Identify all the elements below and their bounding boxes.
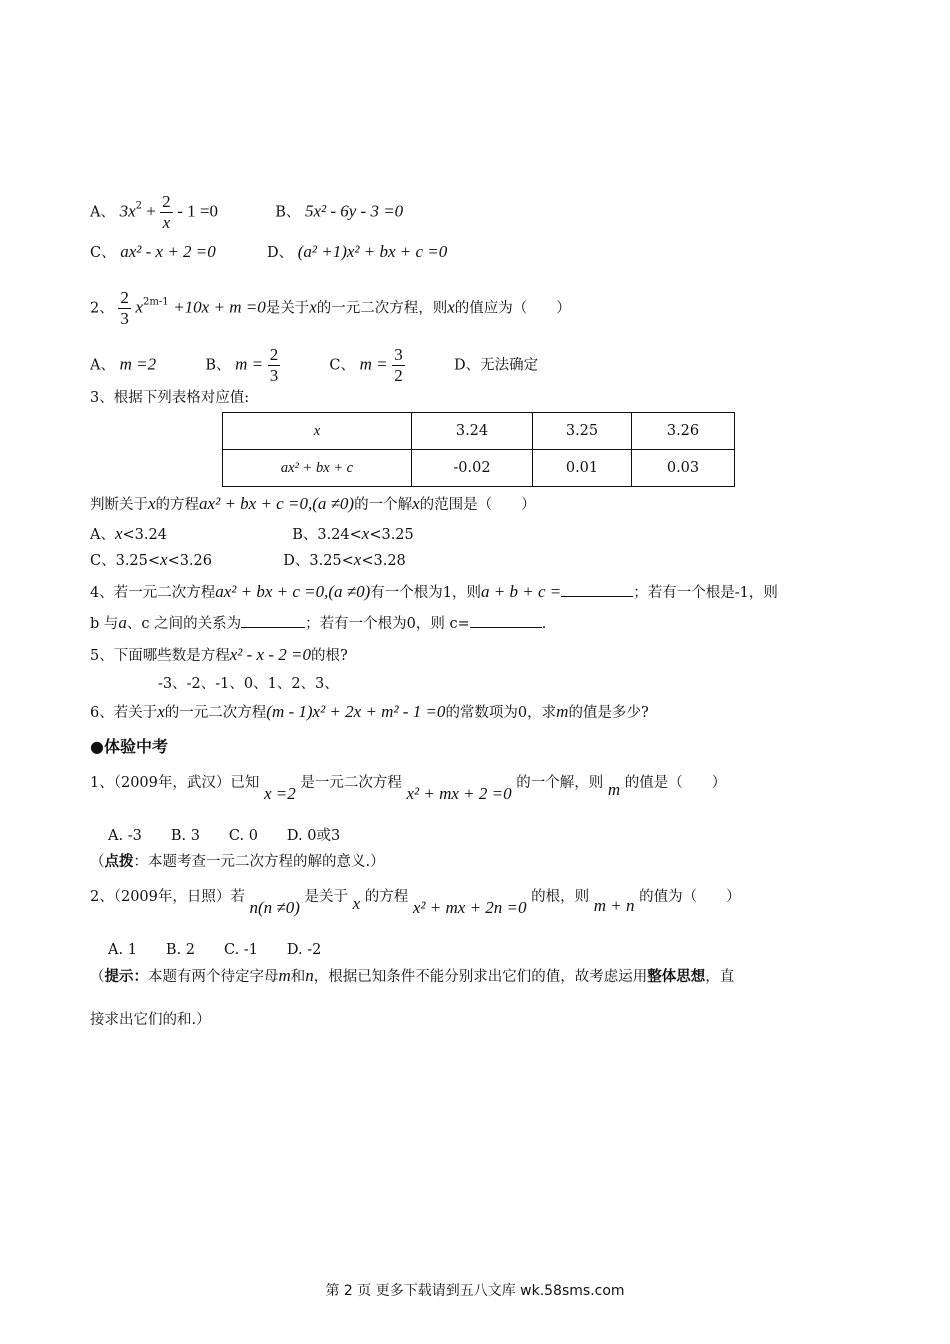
table-cell: -0.02 [412, 450, 533, 487]
page-footer: 第 2 页 更多下载请到五八文库 wk.58sms.com [325, 1283, 625, 1299]
q2-options [90, 345, 538, 386]
e2-hint-text2: 和 [290, 969, 306, 985]
table-cell: ax² + bx + c [223, 450, 412, 487]
q2-option-c-fraction: $\frac{3}{2}$ [394, 345, 403, 385]
q3-question [90, 494, 536, 515]
e2-mid2: 的方程 [364, 889, 409, 905]
q2-label: 2、 [90, 300, 114, 317]
q3-value-table [222, 412, 735, 487]
q3-option-d-tail: <3.28 [361, 553, 406, 569]
e2-mid3: 的根，则 [531, 889, 590, 905]
q4-blank-2 [241, 613, 305, 628]
q4-expr: ax² + bx + c =0,(a ≠0) [215, 582, 371, 601]
q3-question-pre: 判断关于 [90, 497, 148, 513]
q3-options-ab [90, 524, 414, 545]
q1-option-c-label: C、 [90, 245, 116, 261]
e1-hint [90, 852, 385, 872]
q3-question-var2: x [412, 494, 420, 513]
q1-options-ab: A、 $3x^2$ + $\frac{2}{x}$ - 1 =0 B、 5x² - 6y - 3 =0 [90, 192, 404, 232]
q3-option-d-var: x [353, 550, 362, 569]
q4-line2-mid2: ；若有一个根为0，则 c= [305, 616, 470, 632]
e1-hint-open: （ [90, 854, 105, 870]
section-heading: ●体验中考 [90, 737, 168, 756]
e2-hint-var1: m [278, 966, 291, 985]
q3-option-c-var: x [160, 550, 168, 569]
q5-question [90, 645, 348, 666]
q3-options-cd [90, 550, 406, 571]
q3-option-a-tail: <3.24 [122, 527, 167, 543]
q2-option-b-fraction: $\frac{2}{3}$ [269, 345, 279, 385]
q6-expr: (m - 1)x² + 2x + m² - 1 =0 [266, 702, 446, 721]
e1-pre: 1、（2009年，武汉）已知 [90, 775, 260, 791]
q1-options-cd [90, 242, 447, 263]
table-cell: 0.01 [533, 450, 632, 487]
q1-option-c-expr: ax² - x + 2 =0 [120, 242, 216, 261]
q6-var2: m [556, 702, 569, 721]
e1-question [90, 772, 727, 803]
q2-text3: 的值应为（ ） [454, 300, 571, 317]
q3-option-c: C、3.25< [90, 553, 161, 569]
q3-option-b-var: x [361, 524, 370, 543]
e1-options: A. -3 B. 3 C. 0 D. 0或3 [108, 828, 341, 844]
e2-hint-bold2: 整体思想 [647, 968, 706, 985]
q3-question-var: x [148, 494, 156, 513]
e1-hint-bold: 点拨 [104, 853, 134, 870]
table-row [223, 450, 735, 487]
e2-pre: 2、（2009年，日照）若 [90, 889, 245, 905]
e2-hint-line2: 接求出它们的和.） [90, 1012, 211, 1028]
q1-option-d-label: D、 [266, 245, 294, 261]
q2-var2: x [447, 297, 455, 317]
q2-option-d: D、无法确定 [453, 357, 539, 374]
table-cell: 3.26 [632, 413, 735, 450]
q4-expr2: a + b + c = [481, 582, 562, 601]
q3-option-b-tail: <3.25 [369, 527, 414, 543]
table-cell: x [223, 413, 412, 450]
e2-var: x [352, 894, 361, 913]
q5-post: 的根? [310, 648, 348, 664]
q2-question [90, 288, 571, 329]
q2-option-a-expr: m =2 [119, 354, 157, 374]
e1-mid2: 的一个解，则 [516, 775, 604, 791]
q6-question [90, 702, 649, 723]
table-cell: 3.25 [533, 413, 632, 450]
e2-expr3: m + n [593, 896, 635, 915]
e2-expr: n(n ≠0) [249, 898, 300, 917]
q5-numbers: -3、-2、-1、0、1、2、3、 [158, 676, 339, 692]
e2-hint-var2: n [305, 966, 314, 985]
q4-blank-1 [561, 582, 633, 597]
q1-option-a-expr1: 3x [119, 201, 136, 221]
e2-post: 的值为（ ） [639, 889, 741, 905]
q4-line2-mid: 、c 之间的关系为 [126, 616, 242, 632]
q2-fraction: $\frac{2}{3}$ [120, 288, 129, 328]
q2-var: x [309, 297, 317, 317]
q3-title: 3、根据下列表格对应值: [90, 390, 250, 406]
q2-option-b-lhs: m = [235, 354, 264, 374]
q3-question-expr: ax² + bx + c =0,(a ≠0) [199, 494, 355, 513]
e1-mid: 是一元二次方程 [300, 775, 402, 791]
e2-mid: 是关于 [304, 889, 349, 905]
q6-var: x [157, 702, 165, 721]
e1-expr: x =2 [264, 784, 296, 803]
q2-exponent: 2m-1 [143, 296, 169, 308]
q5-expr: x² - x - 2 =0 [229, 645, 311, 664]
table-cell: 0.03 [632, 450, 735, 487]
q2-option-b: B、 [205, 357, 231, 374]
q4-line2-end: . [541, 616, 547, 632]
q1-option-b-expr: 5x² - 6y - 3 =0 [304, 201, 404, 221]
e2-hint [90, 966, 734, 987]
e2-hint-text1: 本题有两个待定字母 [148, 969, 279, 985]
q2-option-a: A、 [90, 357, 115, 374]
q6-mid2: 的常数项为0，求 [445, 705, 557, 721]
q4-line2-var: a [118, 613, 127, 632]
q3-question-post: 的范围是（ ） [419, 497, 536, 513]
q1-option-a-label: A、 [90, 204, 115, 221]
e1-post: 的值是（ ） [624, 775, 727, 791]
q6-post: 的值是多少? [568, 705, 649, 721]
q2-text: 是关于 [265, 300, 310, 317]
q2-option-c-lhs: m = [359, 354, 388, 374]
q4-line2-pre: b 与 [90, 616, 119, 632]
q4-blank-3 [470, 613, 542, 628]
e2-question [90, 886, 741, 917]
q3-option-a-var: x [114, 524, 123, 543]
q3-question-mid2: 的一个解 [354, 497, 413, 513]
e1-hint-text: ：本题考查一元二次方程的解的意义.） [133, 854, 385, 870]
q3-option-a: A、 [90, 527, 115, 543]
q3-option-d: D、3.25< [283, 553, 354, 569]
e1-var: m [607, 780, 621, 799]
q2-expr: x [135, 297, 143, 317]
e2-expr2: x² + mx + 2n =0 [412, 898, 527, 917]
q3-option-c-tail: <3.26 [167, 553, 213, 569]
q4-mid2: ；若有一个根是-1，则 [633, 585, 778, 601]
q4-mid: 有一个根为1，则 [370, 585, 482, 601]
q1-option-b-label: B、 [275, 204, 301, 221]
q1-option-d-expr: (a² +1)x² + bx + c =0 [297, 242, 448, 261]
q4-pre: 4、若一元二次方程 [90, 585, 216, 601]
q3-question-mid: 的方程 [155, 497, 200, 513]
e2-options: A. 1 B. 2 C. -1 D. -2 [108, 942, 322, 958]
q2-option-c: C、 [329, 357, 356, 374]
e2-hint-bold: 提示： [104, 968, 148, 985]
q2-text2: 的一元二次方程，则 [316, 300, 448, 317]
e2-hint-text3: ，根据已知条件不能分别求出它们的值，故考虑运用 [313, 969, 648, 985]
q3-option-b: B、3.24< [292, 527, 362, 543]
e2-hint-open: （ [90, 969, 105, 985]
q1-option-a-expr2: - 1 =0 [177, 201, 218, 221]
q5-pre: 5、下面哪些数是方程 [90, 648, 230, 664]
q6-mid: 的一元二次方程 [164, 705, 267, 721]
table-cell: 3.24 [412, 413, 533, 450]
q1-option-a-fraction: $\frac{2}{x}$ [162, 192, 171, 232]
e1-expr2: x² + mx + 2 =0 [406, 784, 512, 803]
q2-expr-tail: +10x + m =0 [173, 297, 266, 317]
q6-pre: 6、若关于 [90, 705, 158, 721]
q4-line1 [90, 582, 778, 603]
table-row [223, 413, 735, 450]
q4-line2 [90, 613, 546, 634]
e2-hint-text4: ，直 [705, 969, 735, 985]
